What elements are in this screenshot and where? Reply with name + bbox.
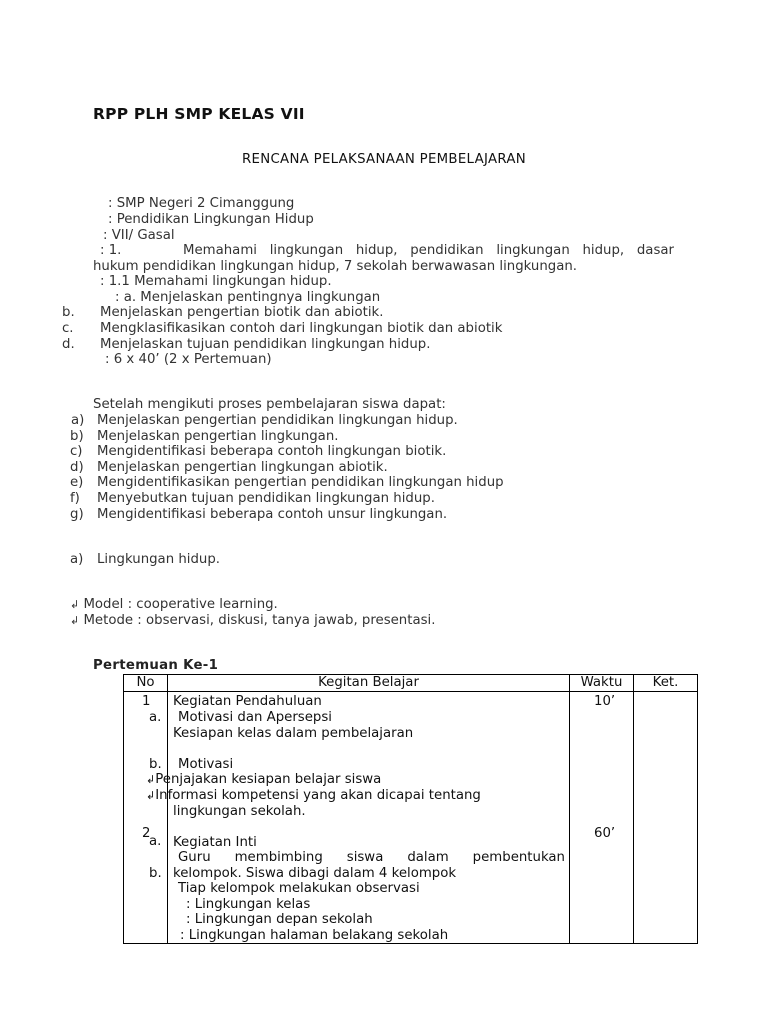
col-note: Ket. — [634, 675, 698, 692]
cell-note — [634, 692, 698, 944]
act1-b2: ↲Informasi kompetensi yang akan dicapai tentang — [146, 788, 481, 803]
act1-a2: Kesiapan kelas dalam pembelajaran — [173, 726, 414, 741]
objective-label: f) — [70, 491, 80, 506]
indicator-b: Menjelaskan pengertian biotik dan abiotik. — [100, 305, 384, 320]
objective-text: Mengidentifikasi beberapa contoh lingkungan biotik. — [97, 444, 447, 459]
act2-b3: : Lingkungan halaman belakang sekolah — [180, 928, 449, 943]
cell-activity — [146, 692, 570, 944]
act1-b-label: b. — [149, 757, 162, 772]
row-number: 2 — [142, 826, 151, 841]
material-text: Lingkungan hidup. — [97, 552, 221, 567]
method-metode — [70, 613, 435, 629]
objectives-intro: Setelah mengikuti proses pembelajaran siswa dapat: — [93, 397, 446, 412]
identity-school: : SMP Negeri 2 Cimanggung — [108, 196, 295, 211]
act1-b3: lingkungan sekolah. — [173, 804, 306, 819]
objective-text: Menjelaskan pengertian lingkungan abiotik. — [97, 460, 388, 475]
check-arrow-icon: ↲ — [70, 614, 80, 627]
identity-subject: : Pendidikan Lingkungan Hidup — [108, 212, 314, 227]
objective-text: Mengidentifikasikan pengertian pendidikan lingkungan hidup — [97, 475, 504, 490]
act2-b1: : Lingkungan kelas — [186, 897, 311, 912]
time-value: 60’ — [594, 826, 616, 841]
document-title: RPP PLH SMP KELAS VII — [93, 105, 305, 123]
col-no: No — [124, 675, 168, 692]
cell-no — [124, 692, 168, 944]
identity-sk-prefix: : 1. — [100, 243, 122, 258]
act2-b2: : Lingkungan depan sekolah — [186, 912, 373, 927]
act1-b: Motivasi — [178, 757, 234, 772]
indicator-d-label: d. — [62, 337, 75, 352]
method-model — [70, 597, 278, 613]
act2-a-line2: kelompok. Siswa dibagi dalam 4 kelompok — [173, 866, 457, 881]
act2-b-label: b. — [149, 866, 162, 881]
objective-text: Mengidentifikasi beberapa contoh unsur lingkungan. — [97, 507, 448, 522]
method-model-text: Model : cooperative learning. — [83, 597, 278, 612]
objective-label: c) — [70, 444, 83, 459]
identity-kd: : 1.1 Memahami lingkungan hidup. — [100, 274, 332, 289]
indicator-c: Mengklasifikasikan contoh dari lingkungan biotik dan abiotik — [100, 321, 503, 336]
col-activity: Kegitan Belajar — [168, 675, 570, 692]
objective-label: b) — [70, 429, 84, 444]
check-arrow-icon: ↲ — [70, 598, 80, 611]
act1-a-label: a. — [149, 710, 162, 725]
objective-text: Menjelaskan pengertian pendidikan lingkungan hidup. — [97, 413, 458, 428]
identity-class: : VII/ Gasal — [103, 228, 175, 243]
act1-title: Kegiatan Pendahuluan — [173, 694, 322, 709]
indicator-d: Menjelaskan tujuan pendidikan lingkungan hidup. — [100, 337, 431, 352]
table-row — [124, 692, 698, 944]
activity-table — [123, 674, 698, 944]
material-label: a) — [70, 552, 84, 567]
check-arrow-icon: ↲ — [146, 773, 156, 786]
indicator-b-label: b. — [62, 305, 75, 320]
meeting-heading: Pertemuan Ke-1 — [93, 658, 219, 673]
act1-b1: ↲Penjajakan kesiapan belajar siswa — [146, 772, 382, 787]
act2-title: Kegiatan Inti — [173, 835, 257, 850]
cell-time — [570, 692, 634, 944]
objective-label: a) — [71, 413, 85, 428]
act2-a-label: a. — [149, 834, 162, 849]
indicator-c-label: c. — [62, 321, 74, 336]
identity-sk-line2: hukum pendidikan lingkungan hidup, 7 sekolah berwawasan lingkungan. — [93, 259, 578, 274]
act2-b: Tiap kelompok melakukan observasi — [178, 881, 420, 896]
table-header-row — [124, 675, 698, 692]
col-time: Waktu — [570, 675, 634, 692]
row-number: 1 — [142, 694, 151, 709]
act2-a-line1: Guru membimbing siswa dalam pembentukan — [178, 850, 565, 865]
check-arrow-icon: ↲ — [146, 789, 156, 802]
objective-label: g) — [70, 507, 84, 522]
method-metode-text: Metode : observasi, diskusi, tanya jawab, presentasi. — [83, 613, 436, 628]
objective-text: Menyebutkan tujuan pendidikan lingkungan hidup. — [97, 491, 435, 506]
act1-a: Motivasi dan Apersepsi — [178, 710, 332, 725]
objective-text: Menjelaskan pengertian lingkungan. — [97, 429, 339, 444]
identity-time: : 6 x 40’ (2 x Pertemuan) — [105, 352, 272, 367]
objective-label: d) — [70, 460, 84, 475]
objective-label: e) — [70, 475, 84, 490]
identity-sk-line1: Memahami lingkungan hidup, pendidikan lingkungan hidup, dasar — [183, 243, 674, 258]
indicator-a: : a. Menjelaskan pentingnya lingkungan — [115, 290, 381, 305]
time-value: 10’ — [594, 694, 616, 709]
document-subtitle: RENCANA PELAKSANAAN PEMBELAJARAN — [241, 152, 526, 167]
